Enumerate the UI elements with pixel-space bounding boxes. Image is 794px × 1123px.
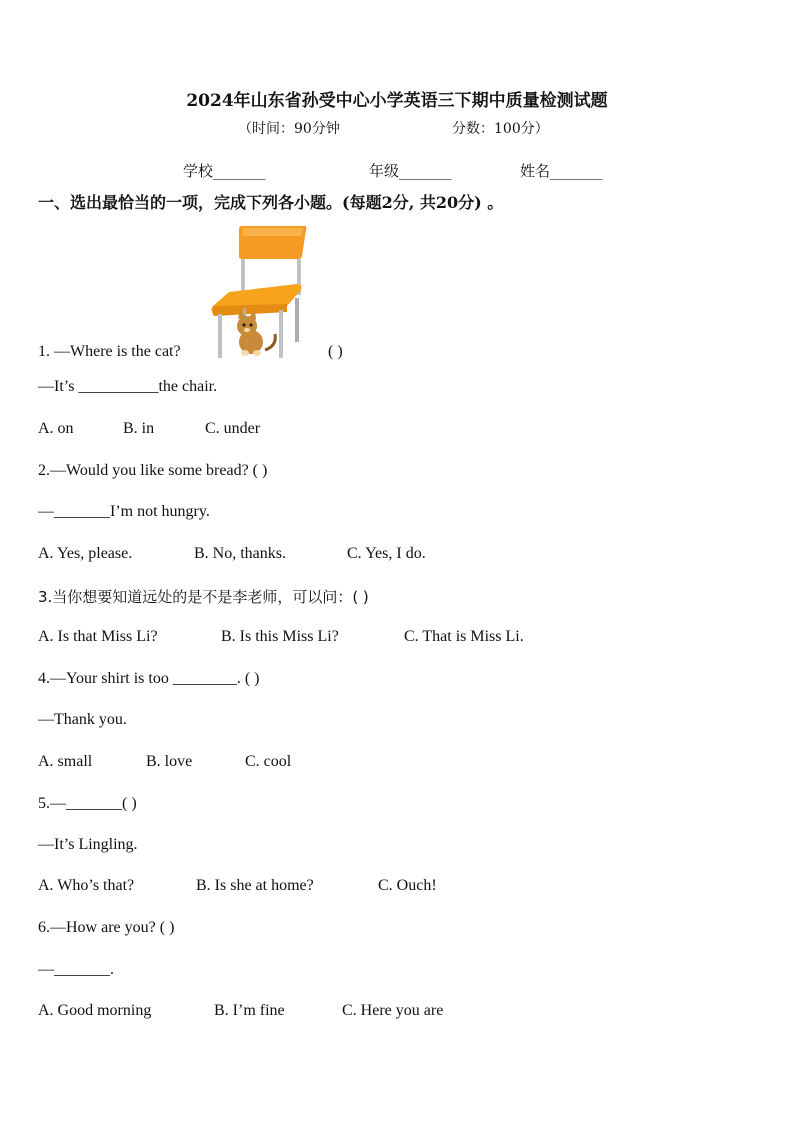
question-2-option-c: C. Yes, I do. (347, 545, 426, 562)
chair-back-highlight (243, 228, 303, 236)
question-1-text: 1. —Where is the cat? (38, 343, 181, 360)
question-1-response: —It’s __________the chair. (38, 378, 218, 395)
question-1-option-c: C. under (205, 420, 261, 437)
exam-time: （时间：90分钟 (238, 121, 340, 137)
question-6-response: —_______. (38, 961, 114, 978)
question-5-response: —It’s Lingling. (38, 836, 138, 853)
chair-leg-back-right (295, 298, 299, 342)
question-3-option-b: B. Is this Miss Li? (221, 628, 339, 645)
question-5-text: 5.—_______( ) (38, 795, 137, 812)
chair-leg-front-right (279, 310, 283, 358)
question-3-option-a: A. Is that Miss Li? (38, 628, 158, 645)
question-4-option-a: A. small (38, 753, 93, 770)
grade-field: 年级_______ (369, 162, 452, 180)
question-2-option-b: B. No, thanks. (194, 545, 286, 562)
question-5-option-c: C. Ouch! (378, 877, 437, 894)
chair-seat-front (212, 304, 287, 316)
page-title: 2024年山东省孙受中心小学英语三下期中质量检测试题 (186, 91, 608, 111)
question-2-text: 2.—Would you like some bread? ( ) (38, 462, 268, 479)
exam-score: 分数：100分） (452, 121, 549, 137)
question-4-text: 4.—Your shirt is too ________. ( ) (38, 670, 260, 687)
question-1-option-a: A. on (38, 420, 74, 437)
question-6-option-c: C. Here you are (342, 1002, 444, 1019)
question-3-text: 3.当你想要知道远处的是不是李老师，可以问：( ) (38, 588, 369, 606)
question-6-option-a: A. Good morning (38, 1002, 152, 1019)
question-6-option-b: B. I’m fine (214, 1002, 285, 1019)
question-6-text: 6.—How are you? ( ) (38, 919, 175, 936)
school-field: 学校_______ (183, 162, 266, 180)
chair-leg-front-left (218, 314, 222, 358)
section-heading: 一、选出最恰当的一项，完成下列各小题。(每题2分, 共20分) 。 (38, 193, 504, 212)
question-3-option-c: C. That is Miss Li. (404, 628, 524, 645)
question-1-answer-bracket: ( ) (328, 343, 343, 360)
question-5-option-b: B. Is she at home? (196, 877, 314, 894)
question-4-option-c: C. cool (245, 753, 292, 770)
question-4-response: —Thank you. (38, 711, 127, 728)
name-field: 姓名_______ (520, 162, 603, 180)
question-1-option-b: B. in (123, 420, 155, 437)
question-2-response: —_______I’m not hungry. (38, 503, 210, 520)
question-4-option-b: B. love (146, 753, 193, 770)
question-5-option-a: A. Who’s that? (38, 877, 135, 894)
chair-with-cat-illustration (205, 222, 315, 362)
question-2-option-a: A. Yes, please. (38, 545, 133, 562)
chair-post-left (241, 259, 245, 295)
cat-figure (237, 310, 275, 356)
